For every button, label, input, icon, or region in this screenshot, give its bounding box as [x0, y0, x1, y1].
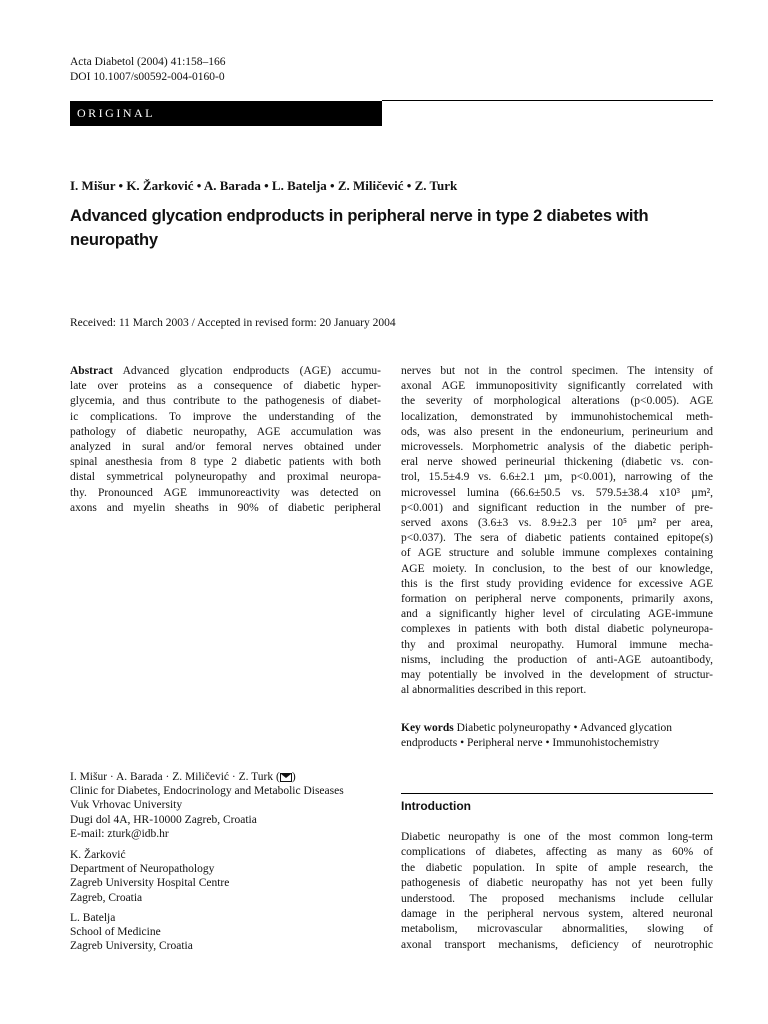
- abstract-line: complexes in patients with both distal diabetic polyneuropa-: [401, 623, 713, 636]
- abstract-line: al abnormalities described in this report.: [401, 684, 587, 697]
- abstract-label: Abstract: [70, 365, 113, 377]
- abstract-line: thy. Pronounced AGE immunoreactivity was detected on: [70, 486, 381, 499]
- intro-line: damage in the peripheral nervous system, altered neuronal: [401, 908, 713, 921]
- affiliation-line: I. Mišur · A. Barada · Z. Miličević · Z. Turk ( ): [70, 771, 296, 783]
- abstract-line: may potentially be involved in the development of structur-: [401, 669, 713, 682]
- affiliation-block-1: [70, 770, 381, 841]
- affiliation-line: Department of Neuropathology: [70, 863, 215, 876]
- intro-line: axonal transport mechanisms, deficiency of neurotrophic: [401, 938, 713, 951]
- affiliation-line: Zagreb University, Croatia: [70, 940, 193, 953]
- introduction-rule: [401, 793, 713, 794]
- keywords: [401, 721, 713, 751]
- abstract-line: eral nerve showed perineurial thickening (diabetic vs. con-: [401, 456, 713, 469]
- abstract-line: analyzed in sural and/or femoral nerves obtained under: [70, 441, 381, 454]
- affiliation-line: L. Batelja: [70, 912, 116, 924]
- affiliation-line: School of Medicine: [70, 926, 161, 939]
- abstract-line: nisms, including the production of anti-AGE autoantibody,: [401, 653, 713, 666]
- abstract-line: ods, was also present in the endoneurium, perineurium and: [401, 425, 713, 438]
- affiliation-line: Dugi dol 4A, HR-10000 Zagreb, Croatia: [70, 813, 257, 826]
- article-title: Advanced glycation endproducts in peripheral nerve in type 2 diabetes with neuropathy: [70, 207, 649, 249]
- abstract-right-column: [401, 364, 713, 698]
- abstract-line: Abstract Advanced glycation endproducts (AGE) accumu-: [70, 365, 381, 377]
- abstract-line: p<0.037). The sera of diabetic patients contained epitope(s): [401, 532, 713, 545]
- author-list: I. Mišur • K. Žarković • A. Barada • L. Batelja • Z. Miličević • Z. Turk: [70, 178, 458, 193]
- abstract-line: AGE moiety. In conclusion, to the best of our knowledge,: [401, 562, 713, 575]
- journal-doi: DOI 10.1007/s00592-004-0160-0: [70, 71, 225, 83]
- abstract-left-column: [70, 364, 381, 516]
- affiliation-line: K. Žarković: [70, 849, 126, 861]
- affiliation-line: Clinic for Diabetes, Endocrinology and Metabolic Diseases: [70, 785, 344, 798]
- abstract-line: nerves but not in the control specimen. The intensity of: [401, 365, 713, 377]
- abstract-line: formation on peripheral nerve components, primarily axons,: [401, 593, 713, 606]
- affiliation-line: Zagreb, Croatia: [70, 891, 143, 904]
- abstract-line: spinal anesthesia from 8 type 2 diabetic patients with both: [70, 456, 381, 469]
- introduction-heading: Introduction: [401, 799, 471, 813]
- affiliation-email[interactable]: E-mail: zturk@idb.hr: [70, 827, 169, 840]
- keywords-text: Diabetic polyneuropathy • Advanced glycation endproducts • Peripheral nerve • Immunohistochemistry: [401, 722, 673, 750]
- section-label-bar: ORIGINAL: [70, 101, 382, 126]
- affiliation-block-3: [70, 911, 381, 954]
- abstract-line: localization, demonstrated by immunohistochemical meth-: [401, 410, 713, 423]
- abstract-line: ic complications. To improve the understanding of the: [70, 410, 381, 423]
- abstract-line: glycemia, and thus contribute to the pathogenesis of diabet-: [70, 395, 381, 408]
- intro-line: complications of diabetes, affecting as many as 60% of: [401, 846, 713, 859]
- abstract-line: axons and myelin sheaths in 90% of diabetic peripheral: [70, 501, 381, 514]
- intro-line: the diabetic population. In spite of ample research, the: [401, 861, 713, 874]
- intro-line: metabolism, microvascular abnormalities, slowing of: [401, 923, 713, 936]
- affiliation-line: Zagreb University Hospital Centre: [70, 877, 230, 890]
- keywords-label: Key words: [401, 722, 454, 734]
- abstract-line: served axons (3.6±3 vs. 8.9±2.3 per 10⁵ µm² per area,: [401, 517, 713, 530]
- journal-citation: Acta Diabetol (2004) 41:158–166: [70, 56, 226, 68]
- abstract-line: axonal AGE immunopositivity significantly correlated with: [401, 380, 713, 393]
- received-dates: Received: 11 March 2003 / Accepted in revised form: 20 January 2004: [70, 317, 396, 329]
- abstract-line: the severity of morphological alterations (p<0.005). AGE: [401, 395, 713, 408]
- intro-line: Diabetic neuropathy is one of the most common long-term: [401, 831, 713, 843]
- abstract-line: microvessel lumina (66.6±50.5 vs. 579.5±38.4 x10³ µm²,: [401, 486, 713, 499]
- abstract-line: late over proteins as a consequence of diabetic hyper-: [70, 380, 381, 393]
- envelope-icon: [280, 773, 292, 782]
- abstract-line: p<0.001) and significant reduction in the number of pre-: [401, 501, 713, 514]
- abstract-line: trol, 15.5±4.9 vs. 6.6±2.1 µm, p<0.001), narrowing of the: [401, 471, 713, 484]
- abstract-line: microvessels. Morphometric analysis of the diabetic periph-: [401, 441, 713, 454]
- abstract-line: and a significantly higher level of circulating AGE-immune: [401, 608, 713, 621]
- abstract-line: distal symmetrical polyneuropathy and proximal neuropa-: [70, 471, 381, 484]
- affiliation-block-2: [70, 848, 381, 905]
- intro-line: pathogenesis of diabetic neuropathy has not yet been fully: [401, 877, 713, 890]
- header-rule: [382, 100, 713, 101]
- affiliation-line: Vuk Vrhovac University: [70, 799, 183, 812]
- abstract-line: of AGE structure and soluble immune complexes containing: [401, 547, 713, 560]
- abstract-line: this is the first study providing evidence for excessive AGE: [401, 577, 713, 590]
- abstract-line: thy and proximal neuropathy. Humoral immune mecha-: [401, 638, 713, 651]
- introduction-body: [401, 830, 713, 953]
- abstract-line: pathology of diabetic neuropathy, AGE accumulation was: [70, 425, 381, 438]
- journal-header: [70, 55, 226, 85]
- intro-line: understood. The proposed mechanisms include cellular: [401, 892, 713, 905]
